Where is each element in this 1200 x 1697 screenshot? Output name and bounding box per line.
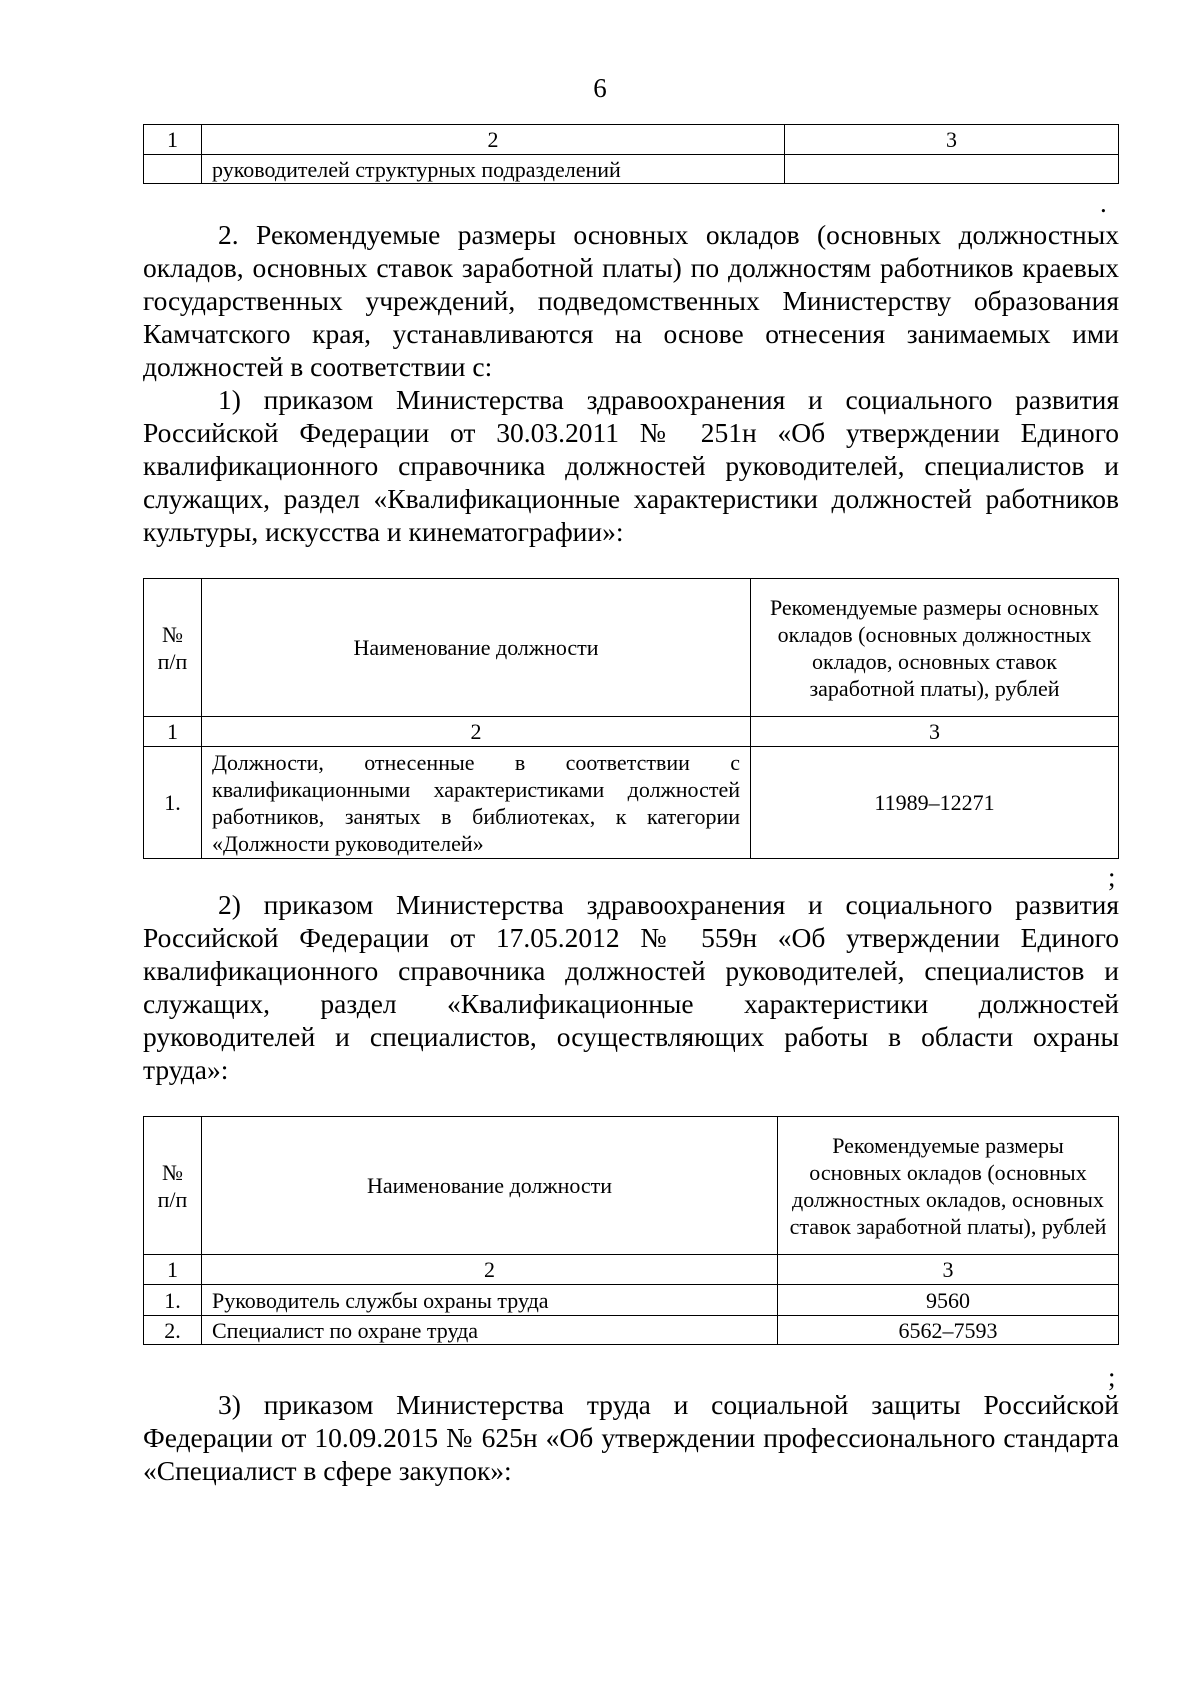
table-cell: 2 [202,125,785,155]
section-text-1 [143,218,1119,548]
table-row [144,1316,1119,1345]
table-cell: 3 [751,717,1119,747]
salary-table-2 [143,1116,1119,1345]
page-number: 6 [593,73,607,103]
col-name-header: Наименование должности [202,1117,778,1255]
section-text-2 [143,888,1119,1086]
col-name-header: Наименование должности [202,579,751,717]
col-num-header: № п/п [144,579,202,717]
col-salary-header: Рекомендуемые размеры основных окладов (основных должностных окладов, основных ставок заработной платы), рублей [751,579,1119,717]
continuation-table [143,124,1119,184]
section-text-3 [143,1388,1119,1487]
table-row [144,747,1119,859]
table-cell: руководителей структурных подразделений [202,155,785,184]
table-cell: 1 [144,125,202,155]
table-cell [785,155,1119,184]
paragraph-2: 2. Рекомендуемые размеры основных окладов (основных должностных окладов, основных ставок заработной платы) по должностям работников краевых государственных учреждений, подведомственных Министерству образования Камчатского края, устанавливаются на основе отнесения занимаемых ими должностей в соответствии с: [143,219,1119,382]
table-cell: 3 [778,1255,1119,1285]
salary-table-1 [143,578,1119,859]
table-numbering-row [144,1255,1119,1285]
table-cell: 2 [202,1255,778,1285]
table-numbering-row [144,717,1119,747]
trailing-dot: . [1100,188,1107,218]
table-cell: 1 [144,717,202,747]
item-3: 3) приказом Министерства труда и социальной защиты Российской Федерации от 10.09.2015 № 625н «Об утверждении профессионального стандарта «Специалист в сфере закупок»: [143,1389,1119,1486]
col-salary-header: Рекомендуемые размеры основных окладов (основных должностных окладов, основных ставок заработной платы), рублей [778,1117,1119,1255]
salary-value: 11989–12271 [751,747,1119,859]
table-cell [144,155,202,184]
table-cell: 1 [144,1255,202,1285]
position-name: Должности, отнесенные в соответствии с квалификационными характеристиками должностей работников, занятых в библиотеках, к категории «Должности руководителей» [202,747,751,859]
table-header-row [144,1117,1119,1255]
position-name: Руководитель службы охраны труда [202,1285,778,1316]
table-row [144,1285,1119,1316]
row-number: 1. [144,747,202,859]
salary-value: 9560 [778,1285,1119,1316]
item-1: 1) приказом Министерства здравоохранения и социального развития Российской Федерации от 30.03.2011 № 251н «Об утверждении Единого квалификационного справочника должностей руководителей, специалистов и служащих, раздел «Квалификационные характеристики должностей работников культуры, искусства и кинематографии»: [143,384,1119,547]
position-name: Специалист по охране труда [202,1316,778,1345]
table-cell: 3 [785,125,1119,155]
table-cell: 2 [202,717,751,747]
semicolon-1: ; [1108,862,1116,892]
item-2: 2) приказом Министерства здравоохранения и социального развития Российской Федерации от 17.05.2012 № 559н «Об утверждении Единого квалификационного справочника должностей руководителей, специалистов и служащих, раздел «Квалификационные характеристики должностей руководителей и специалистов, осуществляющих работы в области охраны труда»: [143,889,1119,1085]
semicolon-2: ; [1108,1362,1116,1392]
col-num-header: № п/п [144,1117,202,1255]
row-number: 2. [144,1316,202,1345]
table-header-row [144,579,1119,717]
table-numbering-row [144,125,1119,155]
salary-value: 6562–7593 [778,1316,1119,1345]
row-number: 1. [144,1285,202,1316]
table-row [144,155,1119,184]
